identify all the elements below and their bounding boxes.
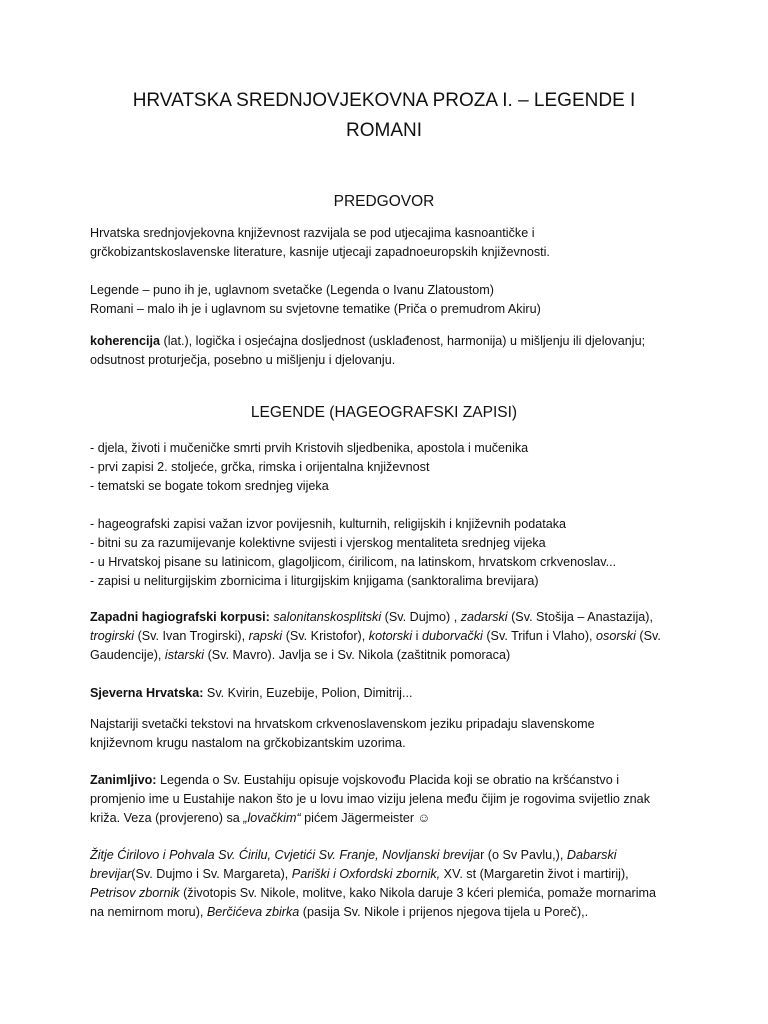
text-run: na nemirnom moru), [90,905,207,919]
text-run: (Sv. Stošija – Anastazija), [507,610,653,624]
heading-legende: LEGENDE (HAGEOGRAFSKI ZAPISI) [250,404,518,421]
legende-romani-paragraph [90,281,688,319]
works-paragraph [90,846,688,922]
zanimljivo-line-2: promjenio ime u Eustahije nakon što je u lovu imao viziju jelena među čijim je rogovima svijetlio znak [90,792,650,806]
corpus-name: kotorski [368,629,413,643]
najstariji-paragraph [90,715,688,753]
intro-line: grčkobizantskoslavenske literature, kasnije utjecaji zapadnoeuropskih književnosti. [90,245,550,259]
corpus-name: trogirski [90,629,135,643]
work-title: Berčićeva zbirka [206,905,300,919]
list-item: - tematski se bogate tokom srednjeg vijeka [90,479,329,493]
corpus-name: salonitanskosplitski [273,610,382,624]
corpus-name: duborvački [421,629,483,643]
list-item: - u Hrvatskoj pisane su latinicom, glagoljicom, ćirilicom, na latinskom, hrvatskom crkvenoslav... [90,555,617,569]
title-line-2: ROMANI [346,120,422,141]
text-run: (pasija Sv. Nikole i prijenos njegova tijela u Poreč),. [299,905,589,919]
text-run: i [412,629,422,643]
koherencija-line-2: odsutnost proturječja, posebno u mišljenju i djelovanju. [90,353,396,367]
text-run: Gaudencije), [90,648,165,662]
text-run: pićem Jägermeister ☺ [300,811,431,825]
corpus-name: rapski [248,629,283,643]
text-run: križa. Veza (provjereno) sa [90,811,244,825]
koherencija-paragraph [90,332,688,370]
list-item: - bitni su za razumijevanje kolektivne svijesti i vjerskog mentaliteta srednjeg vijeka [90,536,546,550]
text-run: (Sv. Dujmo) , [381,610,461,624]
legende-list-1 [90,439,688,496]
text-run: XV. st (Margaretin život i martirij), [440,867,629,881]
corpus-name: zadarski [460,610,508,624]
list-item: - djela, životi i mučeničke smrti prvih Kristovih sljedbenika, apostola i mučenika [90,441,529,455]
najstariji-line: Najstariji svetački tekstovi na hrvatskom crkvenoslavenskom jeziku pripadaju slavenskome [90,717,595,731]
corpus-name: istarski [164,648,205,662]
intro-line: Hrvatska srednjovjekovna književnost razvijala se pod utjecajima kasnoantičke i [90,226,535,240]
text-run: (Sv. Dujmo i Sv. Margareta), [131,867,292,881]
legende-line: Legende – puno ih je, uglavnom svetačke (Legenda o Ivanu Zlatoustom) [90,283,494,297]
zanimljivo-text: Legenda o Sv. Eustahiju opisuje vojskovođu Placida koji se obratio na kršćanstvo i [156,773,619,787]
najstariji-line: književnom krugu nastalom na grčkobizantskim uzorima. [90,736,406,750]
work-title: Žitje Ćirilovo i Pohvala Sv. Ćirilu, Cvjetići Sv. Franje, Novljanski brevija [90,848,481,862]
text-run: (Sv. Ivan Trogirski), [134,629,249,643]
legende-list-2 [90,515,688,591]
zapadni-korpusi-paragraph [90,608,688,665]
text-run: (životopis Sv. Nikole, molitve, kako Nikola daruje 3 kćeri plemića, pomaže mornarima [179,886,656,900]
text-run: (Sv. Kristofor), [282,629,369,643]
list-item: - hageografski zapisi važan izvor povijesnih, kulturnih, religijskih i književnih podataka [90,517,567,531]
text-run: r (o Sv Pavlu,), [480,848,567,862]
work-title: Petrisov zbornik [90,886,180,900]
work-title: brevijar [90,867,132,881]
list-item: - prvi zapisi 2. stoljeće, grčka, rimska i orijentalna književnost [90,460,430,474]
list-item: - zapisi u neliturgijskim zbornicima i liturgijskim knjigama (sanktoralima brevijara) [90,574,539,588]
document-title [90,86,678,146]
zanimljivo-paragraph [90,771,688,828]
sjeverna-hrvatska-paragraph [90,684,688,703]
zanimljivo-label: Zanimljivo: [90,773,157,787]
corpus-name: osorski [596,629,636,643]
lovacki-quote: „lovačkim“ [243,811,301,825]
text-run: (Sv. Trifun i Vlaho), [482,629,597,643]
intro-paragraph [90,224,688,262]
koherencija-definition: (lat.), logička i osjećajna dosljednost (usklađenost, harmonija) u mišljenju ili djelovanju; [160,334,646,348]
romani-line: Romani – malo ih je i uglavnom su svjetovne tematike (Priča o premudrom Akiru) [90,302,541,316]
work-title: Pariški i Oxfordski zbornik, [291,867,441,881]
text-run: (Sv. [635,629,661,643]
sjeverna-text: Sv. Kvirin, Euzebije, Polion, Dimitrij... [203,686,413,700]
title-line-1: HRVATSKA SREDNJOVJEKOVNA PROZA I. – LEGENDE I [132,90,636,111]
heading-predgovor: PREDGOVOR [333,193,435,210]
koherencija-term: koherencija [90,334,160,348]
work-title: Dabarski [566,848,617,862]
zapadni-label: Zapadni hagiografski korpusi: [90,610,270,624]
text-run: (Sv. Mavro). Javlja se i Sv. Nikola (zaštitnik pomoraca) [204,648,511,662]
sjeverna-label: Sjeverna Hrvatska: [90,686,204,700]
